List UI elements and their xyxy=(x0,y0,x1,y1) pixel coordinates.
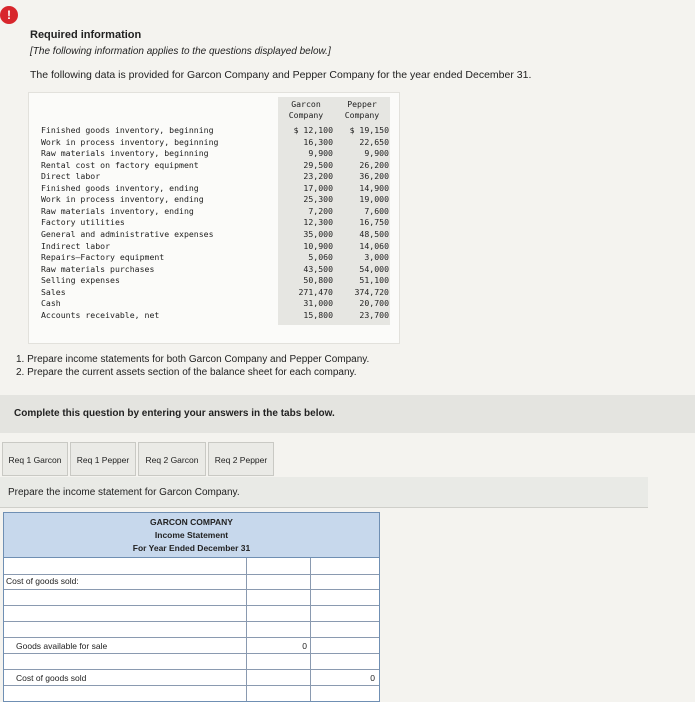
data-row xyxy=(41,229,391,240)
prompt-band xyxy=(0,477,648,508)
pepper-value: 54,000 xyxy=(359,263,389,274)
data-row xyxy=(41,252,391,263)
data-row-label: Work in process inventory, ending xyxy=(41,194,204,205)
row-label-input[interactable] xyxy=(4,606,245,621)
data-row-label: Raw materials inventory, beginning xyxy=(41,148,209,159)
pepper-value: 19,000 xyxy=(359,194,389,205)
prompt-text: Prepare the income statement for Garcon Company. xyxy=(8,487,240,498)
data-row-label: Sales xyxy=(41,286,66,297)
pepper-value: 22,650 xyxy=(359,136,389,147)
statement-period: For Year Ended December 31 xyxy=(132,543,251,553)
cogs-label: Cost of goods sold: xyxy=(6,576,79,586)
garcon-value: 16,300 xyxy=(303,136,333,147)
data-row xyxy=(41,264,391,275)
statement-company: GARCON COMPANY xyxy=(150,517,233,527)
income-statement xyxy=(3,512,380,702)
data-row xyxy=(41,160,391,171)
garcon-value: 43,500 xyxy=(303,263,333,274)
data-row xyxy=(41,310,391,321)
pepper-value: $ 19,150 xyxy=(349,125,389,135)
pepper-value: 9,900 xyxy=(364,148,389,159)
company-data-table xyxy=(28,92,400,344)
tab-req2-pepper[interactable]: Req 2 Pepper xyxy=(208,442,274,476)
task-2: 2. Prepare the current assets section of the balance sheet for each company. xyxy=(16,367,357,378)
garcon-value: 25,300 xyxy=(303,194,333,205)
instruction-bar xyxy=(0,395,695,433)
data-row xyxy=(41,206,391,217)
tab-req2-garcon[interactable]: Req 2 Garcon xyxy=(138,442,206,476)
pepper-value: 23,700 xyxy=(359,309,389,320)
pepper-value: 48,500 xyxy=(359,228,389,239)
tab-req1-pepper[interactable]: Req 1 Pepper xyxy=(70,442,136,476)
pepper-value: 7,600 xyxy=(364,205,389,216)
garcon-value: 12,300 xyxy=(303,217,333,228)
garcon-value: 7,200 xyxy=(308,205,333,216)
data-row-label: Raw materials inventory, ending xyxy=(41,205,194,216)
cell-input[interactable] xyxy=(247,606,309,621)
row-label-input[interactable] xyxy=(4,622,245,637)
data-row xyxy=(41,125,391,136)
data-row-label: Finished goods inventory, beginning xyxy=(41,125,214,135)
pepper-value: 374,720 xyxy=(354,286,389,297)
task-list xyxy=(16,353,369,379)
goods-available-label: Goods available for sale xyxy=(16,641,108,651)
data-row-label: General and administrative expenses xyxy=(41,228,214,239)
data-row-label: Selling expenses xyxy=(41,275,120,286)
pepper-value: 51,100 xyxy=(359,275,389,286)
data-row-label: Rental cost on factory equipment xyxy=(41,159,199,170)
info-note: [The following information applies to the questions displayed below.] xyxy=(30,46,331,57)
garcon-value: 271,470 xyxy=(298,286,333,297)
data-row xyxy=(41,275,391,286)
data-row xyxy=(41,171,391,182)
pepper-value: 16,750 xyxy=(359,217,389,228)
instruction-text: Complete this question by entering your answers in the tabs below. xyxy=(14,408,335,419)
data-row xyxy=(41,194,391,205)
garcon-value: 29,500 xyxy=(303,159,333,170)
pepper-value: 20,700 xyxy=(359,298,389,309)
data-row-label: Cash xyxy=(41,298,61,309)
required-info-title: Required information xyxy=(30,29,142,41)
data-row xyxy=(41,148,391,159)
garcon-value: 5,060 xyxy=(308,252,333,263)
pepper-column-header: Pepper Company xyxy=(344,99,380,120)
info-intro: The following data is provided for Garcon Company and Pepper Company for the year ended December 31. xyxy=(30,69,532,81)
garcon-value: 31,000 xyxy=(303,298,333,309)
row-label-input[interactable] xyxy=(4,590,245,605)
goods-available-value: 0 xyxy=(302,641,307,651)
garcon-value: 9,900 xyxy=(308,148,333,159)
garcon-value: 35,000 xyxy=(303,228,333,239)
tab-req1-garcon[interactable]: Req 1 Garcon xyxy=(2,442,68,476)
data-row xyxy=(41,217,391,228)
cell-input[interactable] xyxy=(247,590,309,605)
garcon-value: 15,800 xyxy=(303,309,333,320)
data-row xyxy=(41,137,391,148)
pepper-value: 3,000 xyxy=(364,252,389,263)
garcon-value: $ 12,100 xyxy=(293,125,333,135)
garcon-value: 23,200 xyxy=(303,171,333,182)
data-row-label: Work in process inventory, beginning xyxy=(41,136,219,147)
pepper-value: 14,900 xyxy=(359,182,389,193)
alert-icon: ! xyxy=(0,6,18,24)
garcon-value: 10,900 xyxy=(303,240,333,251)
data-row xyxy=(41,183,391,194)
task-1: 1. Prepare income statements for both Garcon Company and Pepper Company. xyxy=(16,354,370,365)
data-row-label: Raw materials purchases xyxy=(41,263,155,274)
pepper-value: 36,200 xyxy=(359,171,389,182)
data-row-label: Factory utilities xyxy=(41,217,125,228)
cell-input[interactable] xyxy=(247,654,309,669)
garcon-value: 50,800 xyxy=(303,275,333,286)
data-row-label: Indirect labor xyxy=(41,240,111,251)
data-row-label: Direct labor xyxy=(41,171,101,182)
data-row xyxy=(41,241,391,252)
cell-input[interactable] xyxy=(311,559,378,574)
cogs-total-label: Cost of goods sold xyxy=(16,673,87,683)
data-row-label: Repairs—Factory equipment xyxy=(41,252,165,263)
data-row xyxy=(41,298,391,309)
data-row-label: Accounts receivable, net xyxy=(41,309,160,320)
pepper-value: 26,200 xyxy=(359,159,389,170)
pepper-value: 14,060 xyxy=(359,240,389,251)
statement-header xyxy=(4,513,379,558)
data-row xyxy=(41,287,391,298)
cell-input[interactable] xyxy=(247,559,309,574)
statement-title: Income Statement xyxy=(154,530,229,540)
cogs-total-value: 0 xyxy=(370,673,375,683)
cell-input[interactable] xyxy=(247,622,309,637)
garcon-value: 17,000 xyxy=(303,182,333,193)
data-row-label: Finished goods inventory, ending xyxy=(41,182,199,193)
garcon-column-header: Garcon Company xyxy=(288,99,324,120)
